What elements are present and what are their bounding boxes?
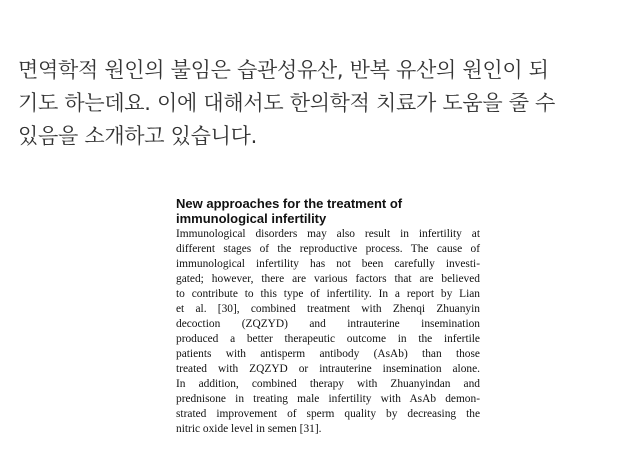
excerpt-body-line: produced a better therapeutic outcome in the infertile [176, 333, 480, 345]
excerpt-body-line: to contribute to this type of infertility. In a report by Lian [176, 288, 480, 300]
excerpt-body-line: patients with antisperm antibody (AsAb) than those [176, 348, 480, 360]
korean-line-2: 기도 하는데요. 이에 대해서도 한의학적 치료가 도움을 줄 수 [18, 91, 556, 115]
excerpt-heading [176, 196, 480, 226]
excerpt-body-line: prednisone in treating male infertility with AsAb demon- [176, 393, 480, 405]
excerpt-body-line: immunological infertility has not been carefully investi- [176, 258, 480, 270]
korean-paragraph [18, 54, 623, 153]
korean-line-1: 면역학적 원인의 불임은 습관성유산, 반복 유산의 원인이 되 [18, 58, 549, 82]
excerpt-body-line: strated improvement of sperm quality by decreasing the [176, 408, 480, 420]
excerpt-heading-line-2: immunological infertility [176, 211, 327, 226]
excerpt-body-line: decoction (ZQZYD) and intrauterine insemination [176, 318, 480, 330]
excerpt-body-line: In addition, combined therapy with Zhuanyindan and [176, 378, 480, 390]
korean-line-3: 있음을 소개하고 있습니다. [18, 124, 257, 148]
excerpt-heading-line-1: New approaches for the treatment of [176, 196, 403, 211]
excerpt-body [176, 227, 480, 437]
paper-excerpt-image [176, 196, 480, 437]
excerpt-body-line: gated; however, there are various factors that are believed [176, 273, 480, 285]
excerpt-body-line: et al. [30], combined treatment with Zhenqi Zhuanyin [176, 303, 480, 315]
excerpt-body-line: Immunological disorders may also result in infertility at [176, 228, 480, 240]
excerpt-body-line: different stages of the reproductive process. The cause of [176, 243, 480, 255]
excerpt-body-line: nitric oxide level in semen [31]. [176, 423, 322, 435]
excerpt-body-line: treated with ZQZYD or intrauterine insemination alone. [176, 363, 480, 375]
